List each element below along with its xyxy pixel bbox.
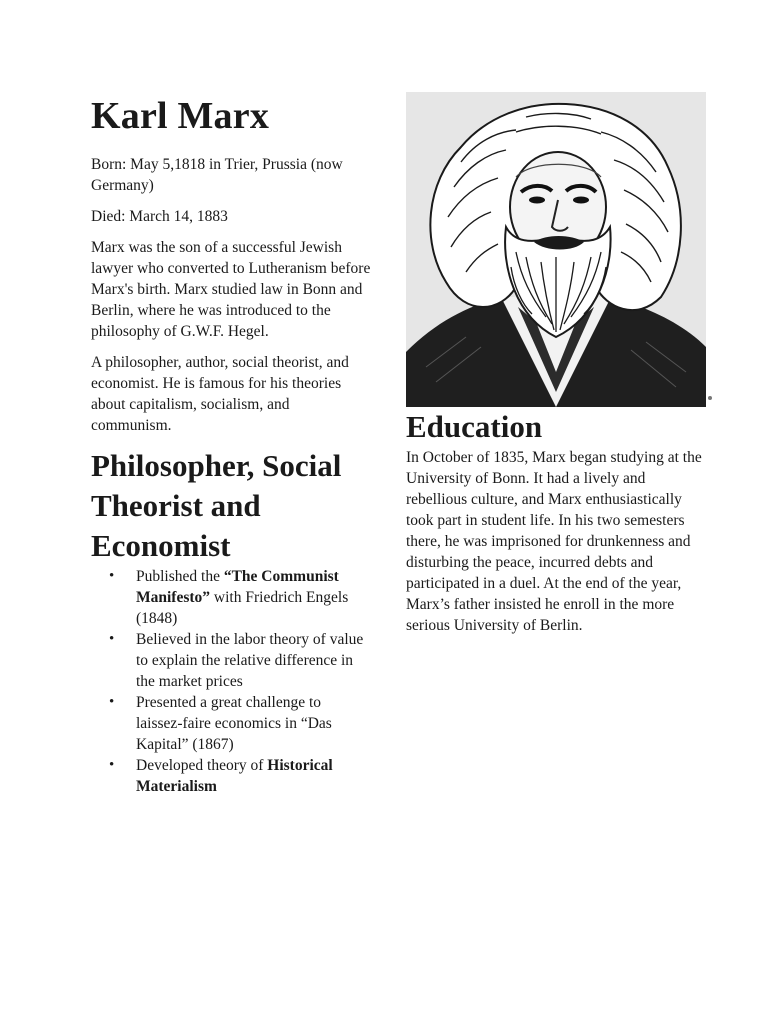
page-title: Karl Marx (91, 95, 270, 137)
bullet-icon: • (109, 694, 115, 710)
education-section-title: Education (406, 409, 543, 444)
list-item-bold: Historical Materialism (136, 757, 333, 795)
list-item-bold: “The Communist Manifesto” (136, 568, 339, 606)
list-item-text: Published the (136, 568, 224, 585)
list-item-text: with Friedrich Engels (1848) (136, 589, 349, 627)
right-column (406, 92, 706, 646)
bullet-icon: • (109, 568, 115, 584)
list-item (109, 755, 371, 797)
education-paragraph: In October of 1835, Marx began studying at the University of Bonn. It had a lively and rebellious culture, and Marx enthusiastically took part in student life. In his two semesters there, he was imprisoned for drunkenness and disturbing the peace, incurred debts and participated in a duel. At the end of the year, Marx’s father insisted he enroll in the more serious University of Berlin. (406, 449, 702, 634)
portrait-image (406, 92, 706, 407)
bullet-icon: • (109, 631, 115, 647)
philosopher-bullet-list (91, 566, 371, 797)
left-column (91, 92, 371, 797)
list-item (109, 629, 371, 692)
died-text: Died: March 14, 1883 (91, 208, 228, 225)
portrait-engraving-icon (406, 92, 706, 407)
born-text: Born: May 5,1818 in Trier, Prussia (now Germany) (91, 156, 343, 194)
anchor-mark-icon (708, 396, 712, 400)
summary-paragraph: A philosopher, author, social theorist, and economist. He is famous for his theories about capitalism, socialism, and communism. (91, 354, 349, 434)
list-item (109, 692, 371, 755)
list-item-text: Presented a great challenge to laissez-faire economics in “Das Kapital” (1867) (136, 694, 332, 753)
bullet-icon: • (109, 757, 115, 773)
bio-paragraph: Marx was the son of a successful Jewish lawyer who converted to Lutheranism before Marx's birth. Marx studied law in Bonn and Berlin, where he was introduced to the philosophy of G.W.F. Hegel. (91, 239, 371, 340)
list-item-text: Developed theory of (136, 757, 268, 774)
list-item-text: Believed in the labor theory of value to explain the relative difference in the market prices (136, 631, 364, 690)
philosopher-section-title: Philosopher, Social Theorist and Economist (91, 448, 342, 563)
list-item (109, 566, 371, 629)
